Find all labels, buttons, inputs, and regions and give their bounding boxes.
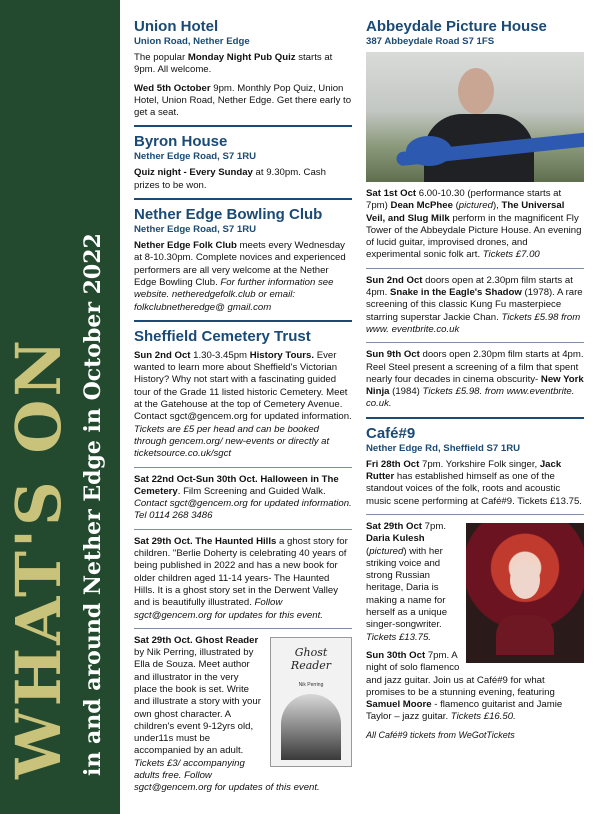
- event-text: Sun 30th Oct 7pm. A night of solo flamenco and jazz guitar. Join us at Café#9 for what promises to be a stunning evening, featuring Samuel Moore - flamenco guitarist and Jamie Taylor – jazz guitar. Tickets £16.50.: [366, 649, 563, 723]
- cafe-ticket-note: All Café#9 tickets from WeGotTickets: [366, 729, 515, 740]
- right-column: [366, 18, 584, 740]
- event-text: Sun 9th Oct doors open 2.30pm film starts at 4pm. Reel Steel present a screening of a film that spent nearly four decades in cinema obscurity- New York Ninja (1984) Tickets £5.98. from www.eventbrite. co.uk.: [366, 349, 584, 410]
- venue-bowling-club: [134, 206, 352, 314]
- event-text: Sat 22nd Oct-Sun 30th Oct. Halloween in The Cemetery. Film Screening and Guided Walk. Contact sgct@gencem.org for updated information. Tel 0114 268 3486: [134, 473, 352, 522]
- venue-union-hotel: [134, 18, 352, 119]
- venue-address: 387 Abbeydale Road S7 1FS: [366, 36, 495, 47]
- divider: [366, 268, 584, 269]
- sidebar-banner: [0, 0, 120, 814]
- divider: [134, 529, 352, 530]
- divider: [134, 320, 352, 322]
- venue-address: Union Road, Nether Edge: [134, 36, 250, 47]
- divider: [134, 467, 352, 468]
- venue-byron-house: [134, 133, 352, 192]
- venue-address: Nether Edge Rd, Sheffield S7 1RU: [366, 442, 521, 454]
- venue-title: Café#9: [366, 424, 416, 442]
- divider: [366, 514, 584, 515]
- divider: [366, 417, 584, 419]
- book-cover-image: [270, 637, 352, 767]
- page-title: WHAT'S ON: [2, 336, 75, 779]
- divider: [134, 198, 352, 200]
- event-text: Sat 29th Oct 7pm. Daria Kulesh (pictured) with her striking voice and strong Russian heritage, Daria is making a name for herself as a unique singer-songwriter. Tickets £13.75.: [366, 520, 448, 643]
- venue-title: Byron House: [134, 133, 228, 151]
- venue-title: Nether Edge Bowling Club: [134, 206, 323, 224]
- event-text: Sun 2nd Oct 1.30-3.45pm History Tours. Ever wanted to learn more about Sheffield's Victorian History? Why not start with a fascinating guided tour of the Grade 11 listed historic Cemetery. Meet at the Gatehouse at the top of Cemetery Avenue. Contact sgct@gencem.org for updated information. Tickets are £5 per head and can be booked through gencem.org/ new-events or directly at ticketsource.co.uk/sgct: [134, 349, 352, 460]
- event-text: Nether Edge Folk Club meets every Wednesday at 8-10.30pm. Complete novices and experienced performers are all very welcome at the Nether Edge Bowling Club. For further information see website. netheredgefolk.club or email: folkclubnetheredge@ gmail.com: [134, 240, 346, 313]
- page-subtitle: in and around Nether Edge in October 2022: [80, 233, 106, 776]
- divider: [134, 628, 352, 629]
- book-illustration: [281, 694, 341, 760]
- divider: [134, 125, 352, 127]
- event-text: Sat 1st Oct 6.00-10.30 (performance starts at 7pm) Dean McPhee (pictured), The Universal Veil, and Slug Milk perform in the magnificent Fly Tower of the Abbeydale Picture House. An evening of lucid guitar, improvised drones, and experimental sonic folk art. Tickets £7.00: [366, 188, 582, 261]
- venue-cemetery-trust: [134, 328, 352, 795]
- event-text: Sat 29th Oct. The Haunted Hills a ghost story for children. "Berlie Doherty is celebrating 40 years of being published in 2022 and has a new book for older children aged 11-14 years- The Haunted Hills. It is a ghost story set in the Derwent Valley and is beautifully illustrated. Follow sgct@gencem.org for updates for this event.: [134, 535, 348, 621]
- singer-photo: [466, 523, 584, 663]
- event-text: Sun 2nd Oct doors open at 2.30pm film starts at 4pm. Snake in the Eagle's Shadow (1978). A rare screening of this classic Kung Fu masterpiece starring superstar Jackie Chan. Tickets £5.98 from www. eventbrite.co.uk: [366, 274, 583, 335]
- book-title: Ghost Reader: [290, 645, 332, 672]
- venue-abbeydale: [366, 18, 584, 411]
- left-column: [134, 18, 352, 801]
- event-text: Sat 29th Oct. Ghost Reader by Nik Perring, illustrated by Ella de Souza. Meet author and illustrator in the very place the book is set. Write and illustrate a story with your own ghost character. A children's event 9-12yrs old, under11s must be accompanied by an adult. Tickets £3/ accompanying adults free. Follow sgct@gencem.org for updates of this event.: [134, 634, 320, 794]
- guitarist-photo: [366, 52, 584, 182]
- venue-title: Sheffield Cemetery Trust: [134, 327, 311, 345]
- venue-address: Nether Edge Road, S7 1RU: [134, 224, 257, 236]
- venue-title: Abbeydale Picture House: [366, 18, 547, 35]
- event-text: Fri 28th Oct 7pm. Yorkshire Folk singer, Jack Rutter has established himself as one of the standout voices of the folk, roots and acoustic music scene performing at Café#9. Tickets £13.75.: [366, 458, 582, 507]
- book-author: Nik Perring: [298, 681, 324, 688]
- event-text: Quiz night - Every Sunday at 9.30pm. Cash prizes to be won.: [134, 167, 326, 191]
- venue-address: Nether Edge Road, S7 1RU: [134, 151, 257, 163]
- event-text: Wed 5th October 9pm. Monthly Pop Quiz, Union Hotel, Union Road, Nether Edge. Get there early to get a seat.: [134, 82, 352, 119]
- divider: [366, 342, 584, 343]
- venue-cafe9: [366, 425, 584, 740]
- event-text: The popular Monday Night Pub Quiz starts at 9pm. All welcome.: [134, 52, 333, 76]
- venue-title: Union Hotel: [134, 18, 219, 35]
